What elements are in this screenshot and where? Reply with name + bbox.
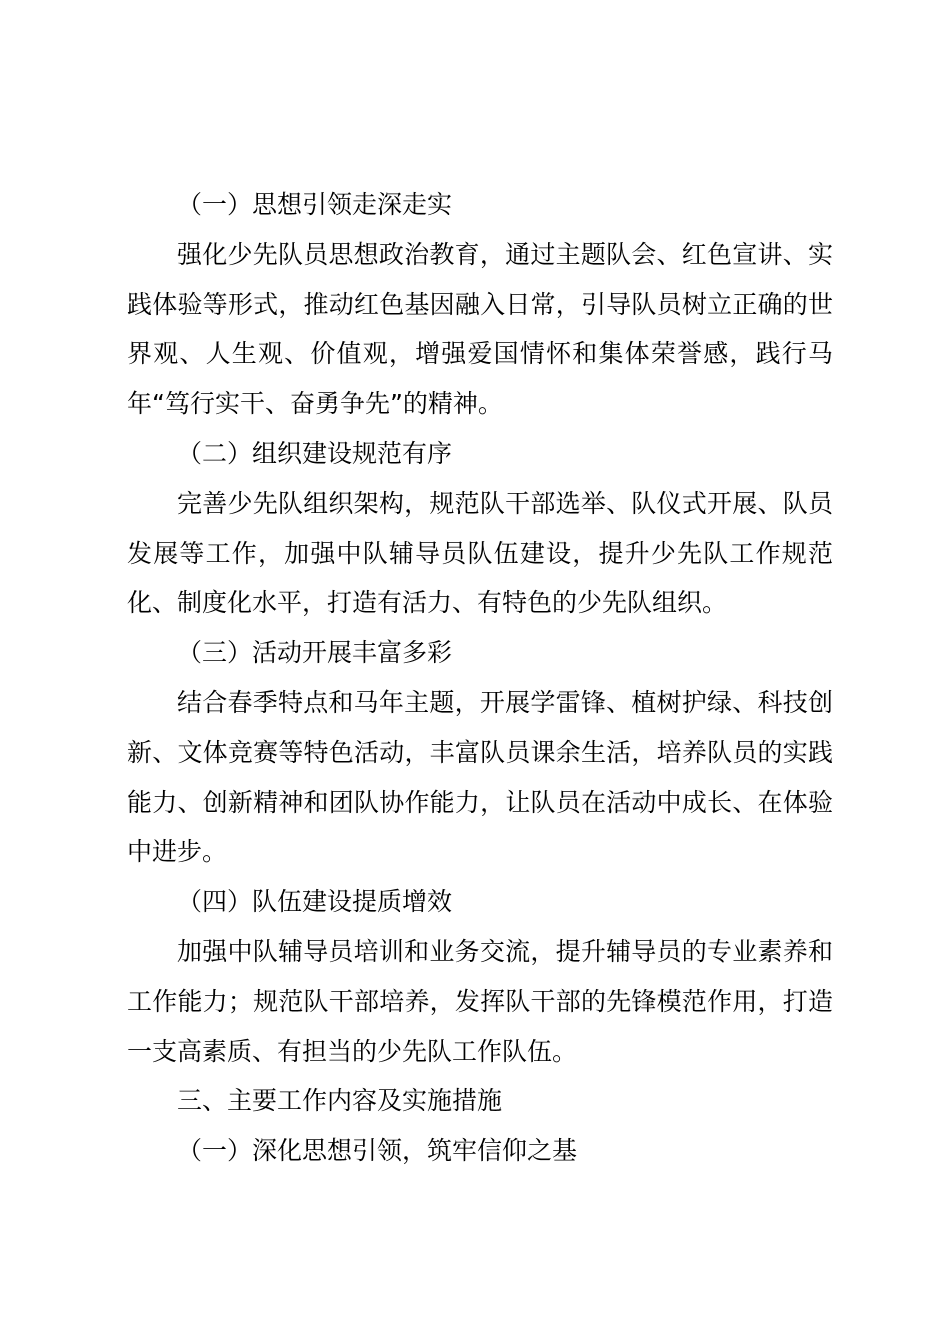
paragraph-organization: 完善少先队组织架构，规范队干部选举、队仪式开展、队员发展等工作，加强中队辅导员队伍建设，提升少先队工作规范化、制度化水平，打造有活力、有特色的少先队组织。 — [127, 488, 833, 618]
document-body — [127, 180, 833, 1176]
paragraph-team-building: 加强中队辅导员培训和业务交流，提升辅导员的专业素养和工作能力；规范队干部培养，发挥队干部的先锋模范作用，打造一支高素质、有担当的少先队工作队伍。 — [127, 936, 833, 1066]
subheading-activities: （三）活动开展丰富多彩 — [177, 638, 453, 668]
subheading-deepen-leadership: （一）深化思想引领，筑牢信仰之基 — [177, 1136, 578, 1166]
paragraph-activities: 结合春季特点和马年主题，开展学雷锋、植树护绿、科技创新、文体竞赛等特色活动，丰富队员课余生活，培养队员的实践能力、创新精神和团队协作能力，让队员在活动中成长、在体验中进步。 — [127, 687, 833, 867]
paragraph-thought-leadership: 强化少先队员思想政治教育，通过主题队会、红色宣讲、实践体验等形式，推动红色基因融入日常，引导队员树立正确的世界观、人生观、价值观，增强爱国情怀和集体荣誉感，践行马年“笃行实干、奋勇争先”的精神。 — [127, 239, 833, 419]
subheading-team-building: （四）队伍建设提质增效 — [177, 887, 453, 917]
subheading-organization: （二）组织建设规范有序 — [177, 438, 453, 468]
section-heading-main-work: 三、主要工作内容及实施措施 — [177, 1086, 503, 1116]
subheading-thought-leadership: （一）思想引领走深走实 — [177, 190, 453, 219]
